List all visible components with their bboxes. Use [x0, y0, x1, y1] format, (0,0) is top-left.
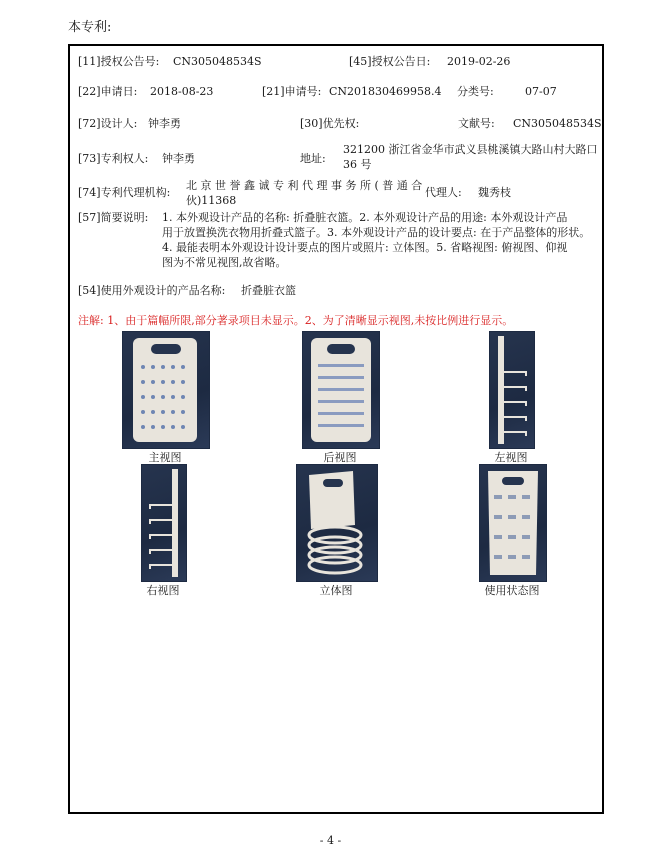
brief-line: 1. 本外观设计产品的名称: 折叠脏衣篮。2. 本外观设计产品的用途: 本外观设计产品	[162, 211, 568, 224]
in-use-view-photo	[479, 464, 547, 582]
priority-label: [30]优先权:	[300, 117, 360, 130]
agent-label: 代理人:	[425, 186, 462, 199]
grant-no-label: [11]授权公告号:	[78, 55, 160, 68]
patentee-label: [73]专利权人:	[78, 152, 149, 165]
app-no-label: [21]申请号:	[262, 85, 322, 98]
view-caption: 主视图	[148, 451, 182, 464]
front-view-photo	[122, 331, 210, 449]
agency-label: [74]专利代理机构:	[78, 186, 171, 199]
view-caption: 使用状态图	[484, 584, 540, 597]
basket-in-use-image	[480, 465, 546, 581]
brief-line: 图为不常见视图,故省略。	[162, 256, 287, 269]
basket-rear-image	[303, 332, 379, 448]
filing-date-label: [22]申请日:	[78, 85, 138, 98]
agency-line2: 伙)11368	[186, 194, 237, 207]
doc-no-label: 文献号:	[458, 117, 495, 130]
basket-left-image	[490, 332, 534, 448]
filing-date: 2018-08-23	[150, 85, 214, 98]
basket-front-image	[123, 332, 209, 448]
address-line1: 321200 浙江省金华市武义县桃溪镇大路山村大路口	[343, 143, 598, 156]
rear-view-photo	[302, 331, 380, 449]
product-label: [54]使用外观设计的产品名称:	[78, 284, 226, 297]
basket-perspective-image	[297, 465, 377, 581]
brief-line: 用于放置换洗衣物用折叠式篮子。3. 本外观设计产品的设计要点: 在于产品整体的形状。	[162, 226, 591, 239]
view-caption: 后视图	[323, 451, 357, 464]
brief-line: 4. 最能表明本外观设计设计要点的图片或照片: 立体图。5. 省略视图: 俯视图、仰视	[162, 241, 568, 254]
agency-line1: 北 京 世 誉 鑫 诚 专 利 代 理 事 务 所 ( 普 通 合	[186, 179, 423, 192]
grant-date-label: [45]授权公告日:	[349, 55, 431, 68]
basket-right-image	[142, 465, 186, 581]
view-caption: 右视图	[146, 584, 180, 597]
product-name: 折叠脏衣篮	[241, 284, 296, 297]
page-header: 本专利:	[68, 20, 112, 35]
perspective-view-photo	[296, 464, 378, 582]
address-label: 地址:	[300, 152, 326, 165]
grant-no: CN305048534S	[173, 55, 262, 68]
designer: 钟李勇	[148, 117, 181, 130]
designer-label: [72]设计人:	[78, 117, 138, 130]
brief-label: [57]简要说明:	[78, 211, 149, 224]
right-view-photo	[141, 464, 187, 582]
class-label: 分类号:	[457, 85, 494, 98]
page-number: - 4 -	[319, 834, 342, 847]
view-caption: 立体图	[319, 584, 353, 597]
agent: 魏秀枝	[478, 186, 511, 199]
patentee: 钟李勇	[162, 152, 195, 165]
grant-date: 2019-02-26	[447, 55, 511, 68]
app-no: CN201830469958.4	[329, 85, 442, 98]
left-view-photo	[489, 331, 535, 449]
doc-no: CN305048534S	[513, 117, 602, 130]
address-line2: 36 号	[343, 158, 372, 171]
class-value: 07-07	[525, 85, 557, 98]
view-caption: 左视图	[494, 451, 528, 464]
note: 注解: 1、由于篇幅所限,部分著录项目未显示。2、为了清晰显示视图,未按比例进行显示。	[78, 314, 514, 327]
